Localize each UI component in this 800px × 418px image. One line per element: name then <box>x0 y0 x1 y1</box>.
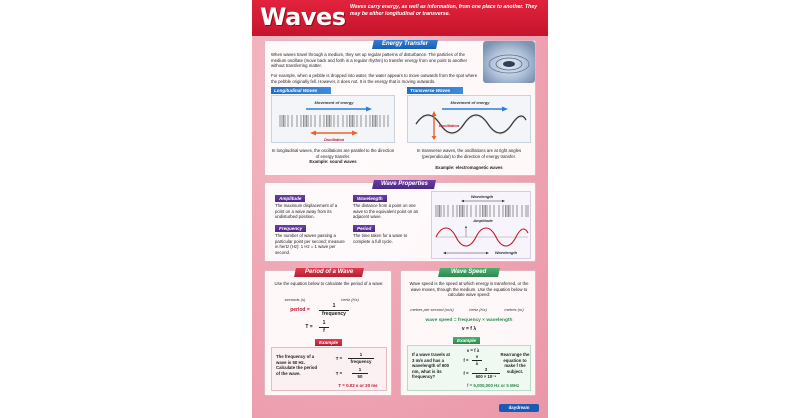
period-eq-lhs: period = <box>290 307 310 313</box>
speed-s2-den: λ <box>475 361 479 366</box>
diagram-wavelength-bottom: Wavelength <box>494 250 518 255</box>
period-intro: Use the equation below to calculate the period of a wave: <box>274 281 384 286</box>
longitudinal-example: Example: sound waves <box>309 159 357 164</box>
speed-s3-den: 600 × 10⁻⁹ <box>475 374 497 379</box>
period-eq-num: 1 <box>332 303 336 309</box>
longitudinal-description: In longitudinal waves, the oscillations are parallel to the direction of energy transfer. <box>271 148 395 159</box>
longitudinal-oscillation-label: Oscillation <box>323 137 345 142</box>
unit-seconds: seconds (s) <box>284 297 306 302</box>
wavelength-text: The distance from a point on one wave to the equivalent point on an adjacent wave. <box>353 203 419 220</box>
unit-metres: metres (m) <box>504 307 524 312</box>
poster-header <box>252 0 548 36</box>
longitudinal-energy-label: Movement of energy <box>314 100 354 105</box>
period-s2-lhs: T = <box>335 371 343 376</box>
period-of-wave-panel <box>264 270 392 396</box>
unit-hertz-speed: hertz (Hz) <box>469 307 487 312</box>
period-s1-lhs: T = <box>335 356 343 361</box>
period-s2-num: 1 <box>358 367 362 372</box>
amplitude-label: Amplitude <box>275 195 305 202</box>
water-ripple-icon <box>483 41 535 83</box>
diagram-amplitude: Amplitude <box>473 218 493 223</box>
period-s1-den: frequency <box>350 359 372 364</box>
period-result: T = 0.02 s or 20 ms <box>338 383 378 388</box>
wave-properties-heading: Wave Properties <box>372 180 436 189</box>
speed-s3-lhs: f = <box>463 371 469 376</box>
wave-speed-example-label: Example <box>453 337 480 344</box>
unit-hertz: hertz (Hz) <box>341 297 359 302</box>
unit-metres-per-second: metres per second (m/s) <box>410 307 454 312</box>
transverse-wave-graphic <box>412 106 528 140</box>
wave-speed-eq2: v = f λ <box>461 326 477 332</box>
energy-transfer-heading: Energy Transfer <box>372 40 438 49</box>
transverse-waves-label: Transverse Waves <box>407 87 463 94</box>
wave-speed-example-text: If a wave travels at 3 m/s and has a wavelength of 600 nm, what is its frequency? <box>412 352 450 380</box>
longitudinal-waves-label: Longitudinal Waves <box>271 87 331 94</box>
amplitude-text: The maximum displacement of a point on a wave away from its undisturbed position. <box>275 203 338 220</box>
wave-properties-panel <box>264 182 536 262</box>
transverse-diagram <box>407 95 531 143</box>
period-s2-den: 50 <box>357 374 363 379</box>
diagram-wavelength-top: Wavelength <box>470 194 494 199</box>
daydream-logo: daydream <box>499 404 539 412</box>
wave-properties-diagram <box>431 191 531 259</box>
energy-transfer-para2: For example, when a pebble is dropped into water, the water appears to move outwards from the spot where the pebble originally fell. However, it does not. It is the energy that is moving outwards. <box>271 73 478 84</box>
speed-s2-num: v <box>475 354 479 359</box>
transverse-example: Example: electromagnetic waves <box>435 165 503 170</box>
wave-speed-intro: Wave speed is the speed at which energy is transferred, or the wave moves, through the medium. Use the equation below to calculate wave speed: <box>409 281 529 298</box>
period-example-box <box>271 347 387 391</box>
period-of-wave-heading: Period of a Wave <box>294 268 364 277</box>
poster-intro: Waves carry energy, as well as information, from one place to another. They may be either longitudinal or transverse. <box>350 4 538 17</box>
transverse-oscillation-label: Oscillation <box>438 123 460 128</box>
wave-speed-example-box <box>407 345 531 391</box>
wave-speed-heading: Wave Speed <box>438 268 500 277</box>
energy-transfer-para1: When waves travel through a medium, they set up regular patterns of disturbance. The particles of the medium oscillate (move back and forth in a regular rhythm) to transfer energy from one point to another without transferring matter. <box>271 52 468 69</box>
poster-title: Waves <box>260 3 346 31</box>
period-eq-den: frequency <box>322 311 346 317</box>
wavelength-label: Wavelength <box>353 195 387 202</box>
frequency-text: The number of waves passing a particular point per second; measure in hertz (Hz): 1 Hz = 1 wave per second. <box>275 233 345 255</box>
period-example-text: The frequency of a wave is 50 Hz. Calculate the period of the wave. <box>276 354 318 376</box>
period-s1-num: 1 <box>359 352 363 357</box>
speed-s3-num: 3 <box>484 367 488 372</box>
period-text: The time taken for a wave to complete a full cycle. <box>353 233 408 244</box>
rearrange-note: Rearrange the equation to make f the subject. <box>500 352 530 374</box>
energy-transfer-panel <box>264 40 536 176</box>
period-eq2-num: 1 <box>322 320 326 326</box>
waves-poster <box>252 0 548 418</box>
wave-speed-panel <box>400 270 536 396</box>
speed-s1: v = f λ <box>466 348 480 353</box>
period-label: Period <box>353 225 375 232</box>
transverse-description: In transverse waves, the oscillations are at right angles (perpendicular) to the direction of energy transfer. <box>416 148 522 159</box>
period-eq2-den: f <box>323 328 325 334</box>
wave-properties-graphic <box>434 199 530 257</box>
frequency-label: Frequency <box>275 225 306 232</box>
wave-speed-eq: wave speed = frequency × wavelength <box>425 318 513 323</box>
longitudinal-diagram <box>271 95 395 143</box>
transverse-energy-label: Movement of energy <box>450 100 490 105</box>
speed-s2-lhs: f = <box>463 358 469 363</box>
longitudinal-wave-graphic <box>276 106 392 140</box>
period-eq2-lhs: T = <box>305 324 313 330</box>
period-example-label: Example <box>315 339 342 346</box>
speed-result: f = 5,000,000 Hz or 5 MHz <box>466 383 520 388</box>
